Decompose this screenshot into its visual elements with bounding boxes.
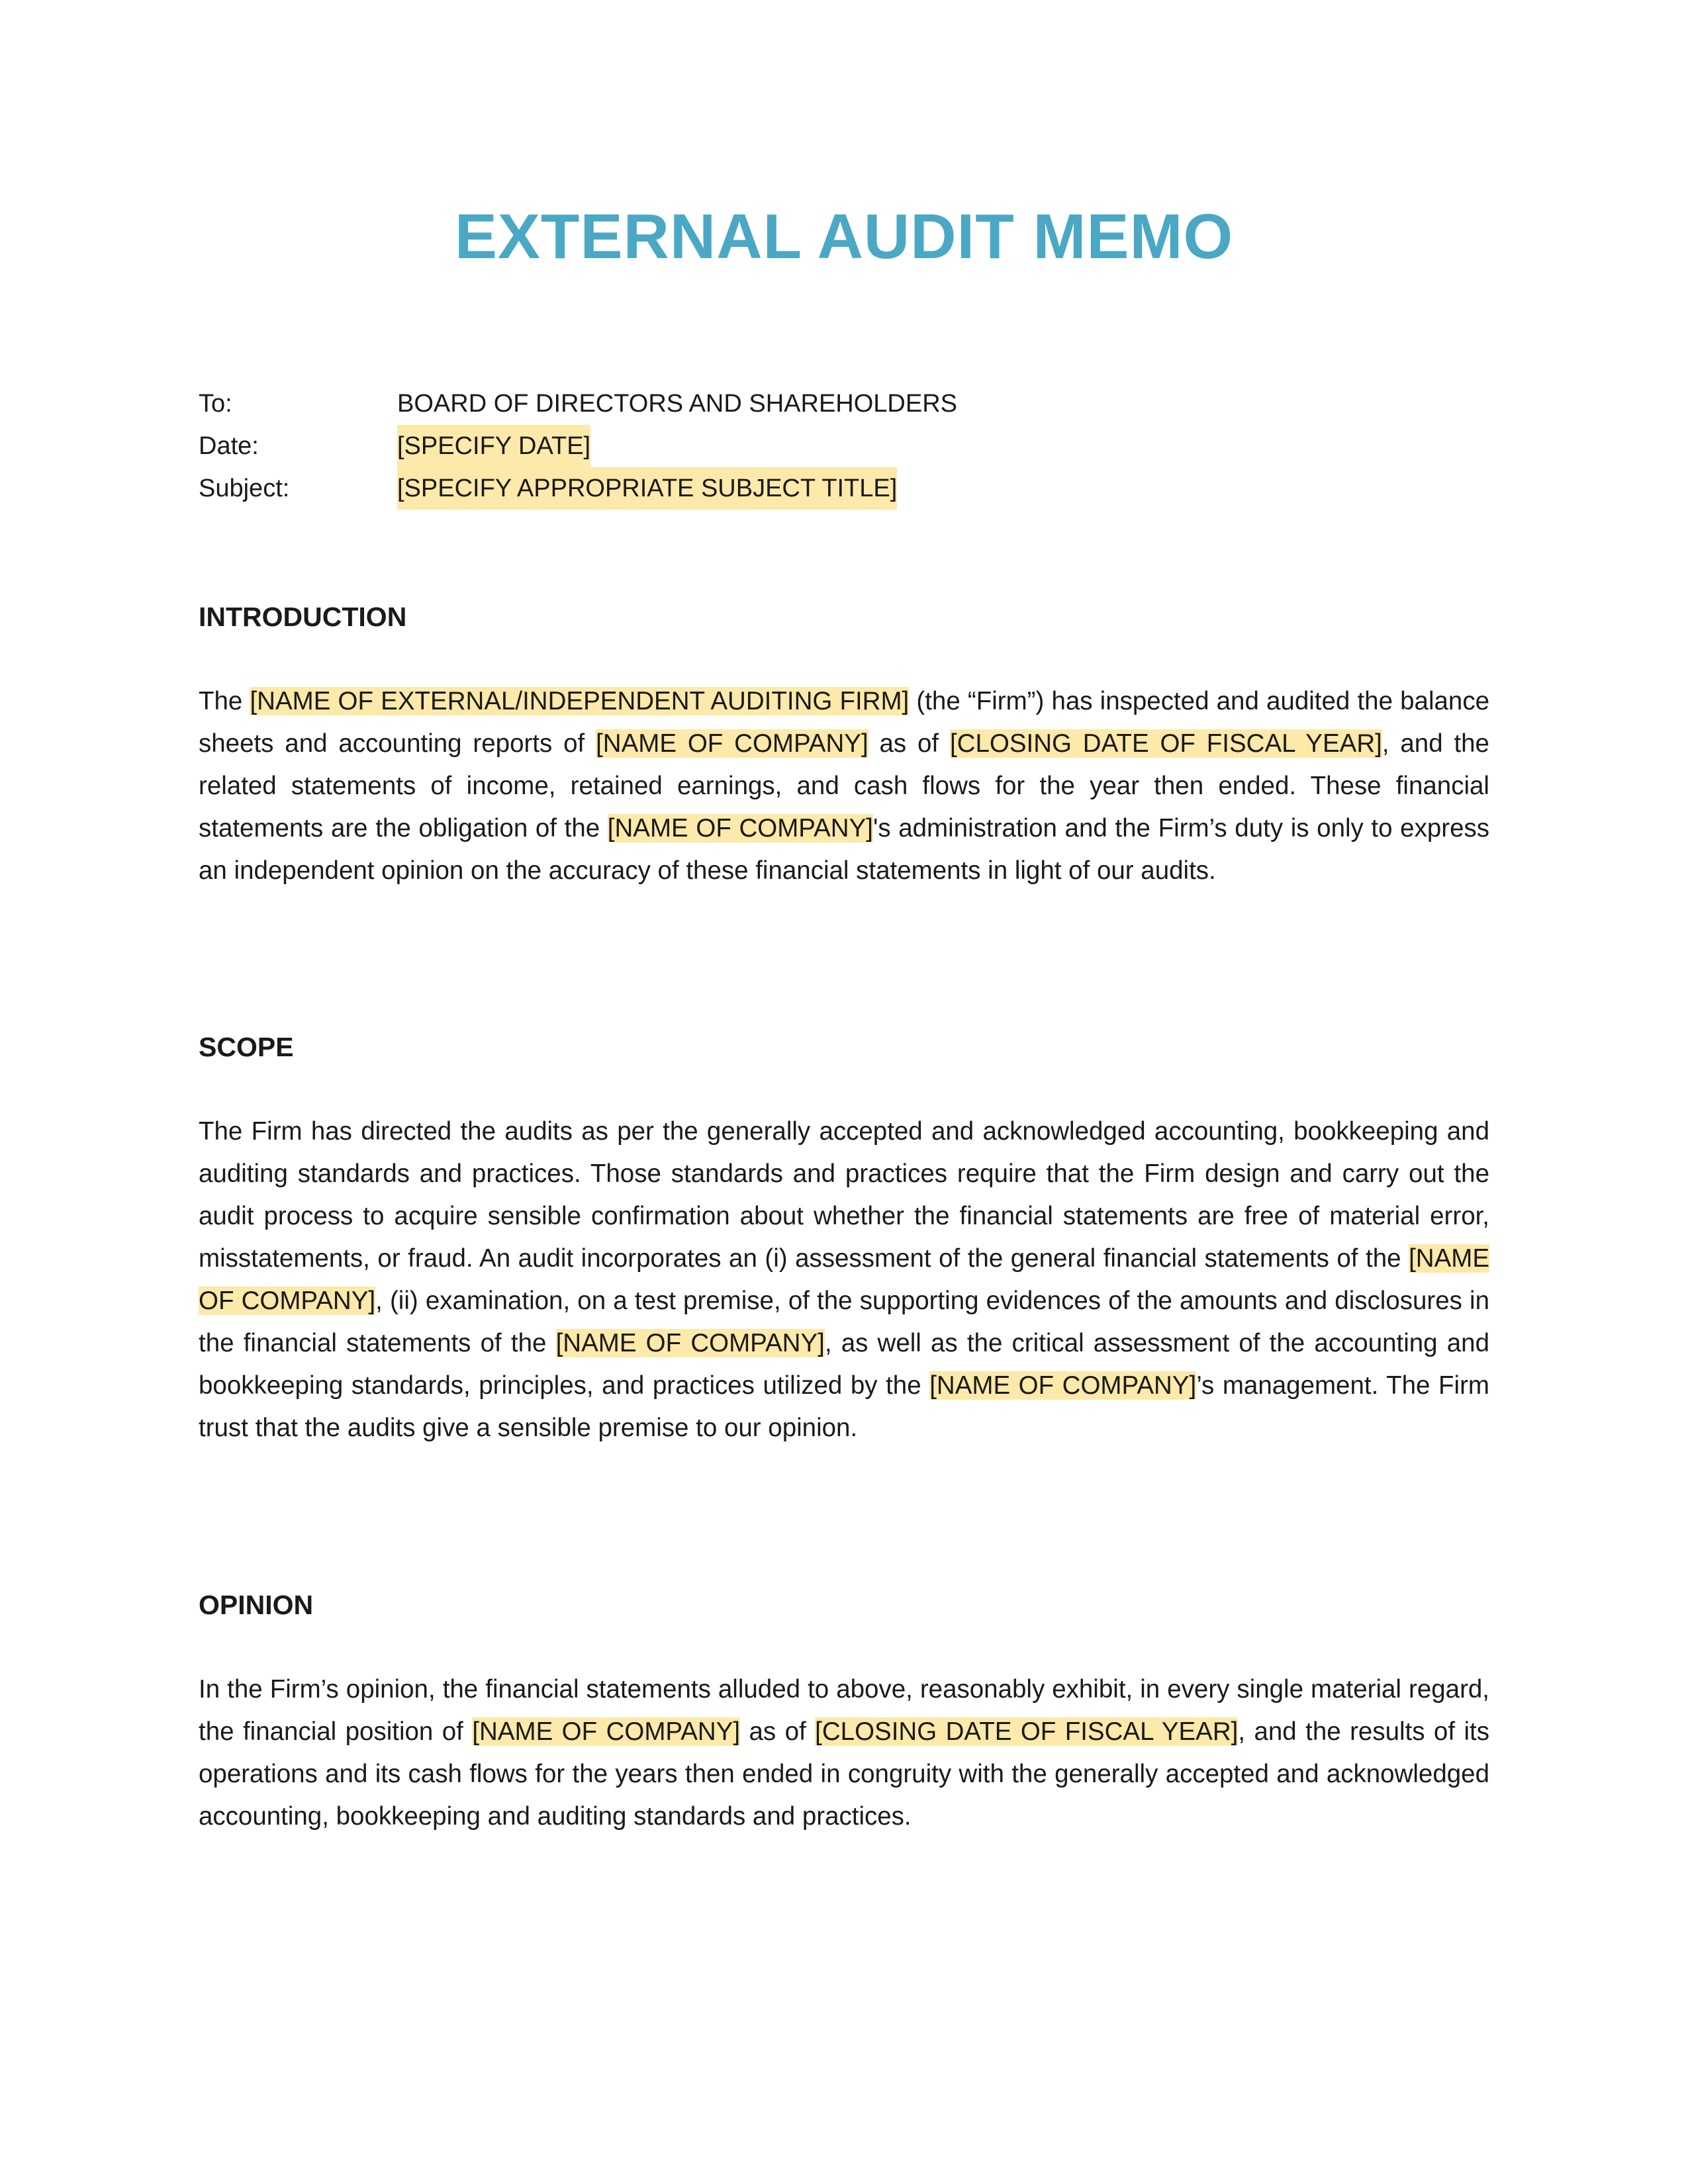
to-row <box>199 383 1489 425</box>
intro-text-3: as of <box>868 729 950 758</box>
intro-text-4: , and the related statements of income, retained earnings, and cash flows for the year then ended. These financial statements are the obligation of the <box>199 729 1489 842</box>
scope-text-1: The Firm has directed the audits as per the generally accepted and acknowledged accounting, bookkeeping and auditing standards and practices. Those standards and practices require that the Firm design and carry out the audit process to acquire sensible confirmation about whether the financial statements are free of material error, misstatements, or fraud. An audit incorporates an (i) assessment of the general financial statements of the <box>199 1117 1489 1273</box>
opinion-heading: OPINION <box>199 1590 314 1620</box>
intro-text-5: 's administration and the Firm’s duty is only to express an independent opinion on the accuracy of these financial statements in light of our audits. <box>199 814 1489 885</box>
scope-section <box>199 1026 1489 1449</box>
opinion-section <box>199 1584 1489 1838</box>
subject-row <box>199 467 1489 510</box>
auditing-firm-placeholder: [NAME OF EXTERNAL/INDEPENDENT AUDITING FIRM] <box>250 687 910 715</box>
scope-text-2: , (ii) examination, on a test premise, of the supporting evidences of the amounts and disclosures in the financial statements of the <box>199 1287 1489 1357</box>
closing-date-placeholder: [CLOSING DATE OF FISCAL YEAR] <box>815 1717 1239 1746</box>
opinion-text-3: , and the results of its operations and its cash flows for the years then ended in congruity with the generally accepted and acknowledged accounting, bookkeeping and auditing standards and practices. <box>199 1717 1489 1831</box>
company-name-placeholder: [NAME OF COMPANY] <box>596 729 868 758</box>
date-label: Date: <box>199 432 259 460</box>
company-name-placeholder: [NAME OF COMPANY] <box>607 814 873 842</box>
introduction-section <box>199 596 1489 892</box>
company-name-placeholder: [NAME OF COMPANY] <box>555 1329 825 1357</box>
scope-text-4: ’s management. The Firm trust that the audits give a sensible premise to our opinion. <box>199 1371 1489 1442</box>
company-name-placeholder: [NAME OF COMPANY] <box>199 1244 1489 1315</box>
to-label: To: <box>199 390 232 418</box>
date-row <box>199 425 1489 467</box>
scope-heading: SCOPE <box>199 1032 294 1062</box>
subject-placeholder: [SPECIFY APPROPRIATE SUBJECT TITLE] <box>397 467 897 510</box>
intro-text-1: The <box>199 687 250 715</box>
company-name-placeholder: [NAME OF COMPANY] <box>929 1371 1197 1400</box>
scope-text-3: , as well as the critical assessment of the accounting and bookkeeping standards, principles, and practices utilized by the <box>199 1329 1489 1400</box>
page-title: EXTERNAL AUDIT MEMO <box>454 201 1234 272</box>
introduction-heading: INTRODUCTION <box>199 602 407 632</box>
to-value: BOARD OF DIRECTORS AND SHAREHOLDERS <box>397 390 958 418</box>
opinion-paragraph <box>199 1668 1489 1838</box>
opinion-text-2: as of <box>740 1717 816 1746</box>
opinion-text-1: In the Firm’s opinion, the financial statements alluded to above, reasonably exhibit, in every single material regard, the financial position of <box>199 1675 1489 1746</box>
intro-text-2: (the “Firm”) has inspected and audited the balance sheets and accounting reports of <box>199 687 1489 758</box>
date-placeholder: [SPECIFY DATE] <box>397 425 590 467</box>
company-name-placeholder: [NAME OF COMPANY] <box>472 1717 741 1746</box>
introduction-paragraph <box>199 680 1489 892</box>
memo-header <box>199 383 1489 510</box>
scope-paragraph <box>199 1111 1489 1449</box>
closing-date-placeholder: [CLOSING DATE OF FISCAL YEAR] <box>949 729 1382 758</box>
subject-label: Subject: <box>199 475 290 502</box>
